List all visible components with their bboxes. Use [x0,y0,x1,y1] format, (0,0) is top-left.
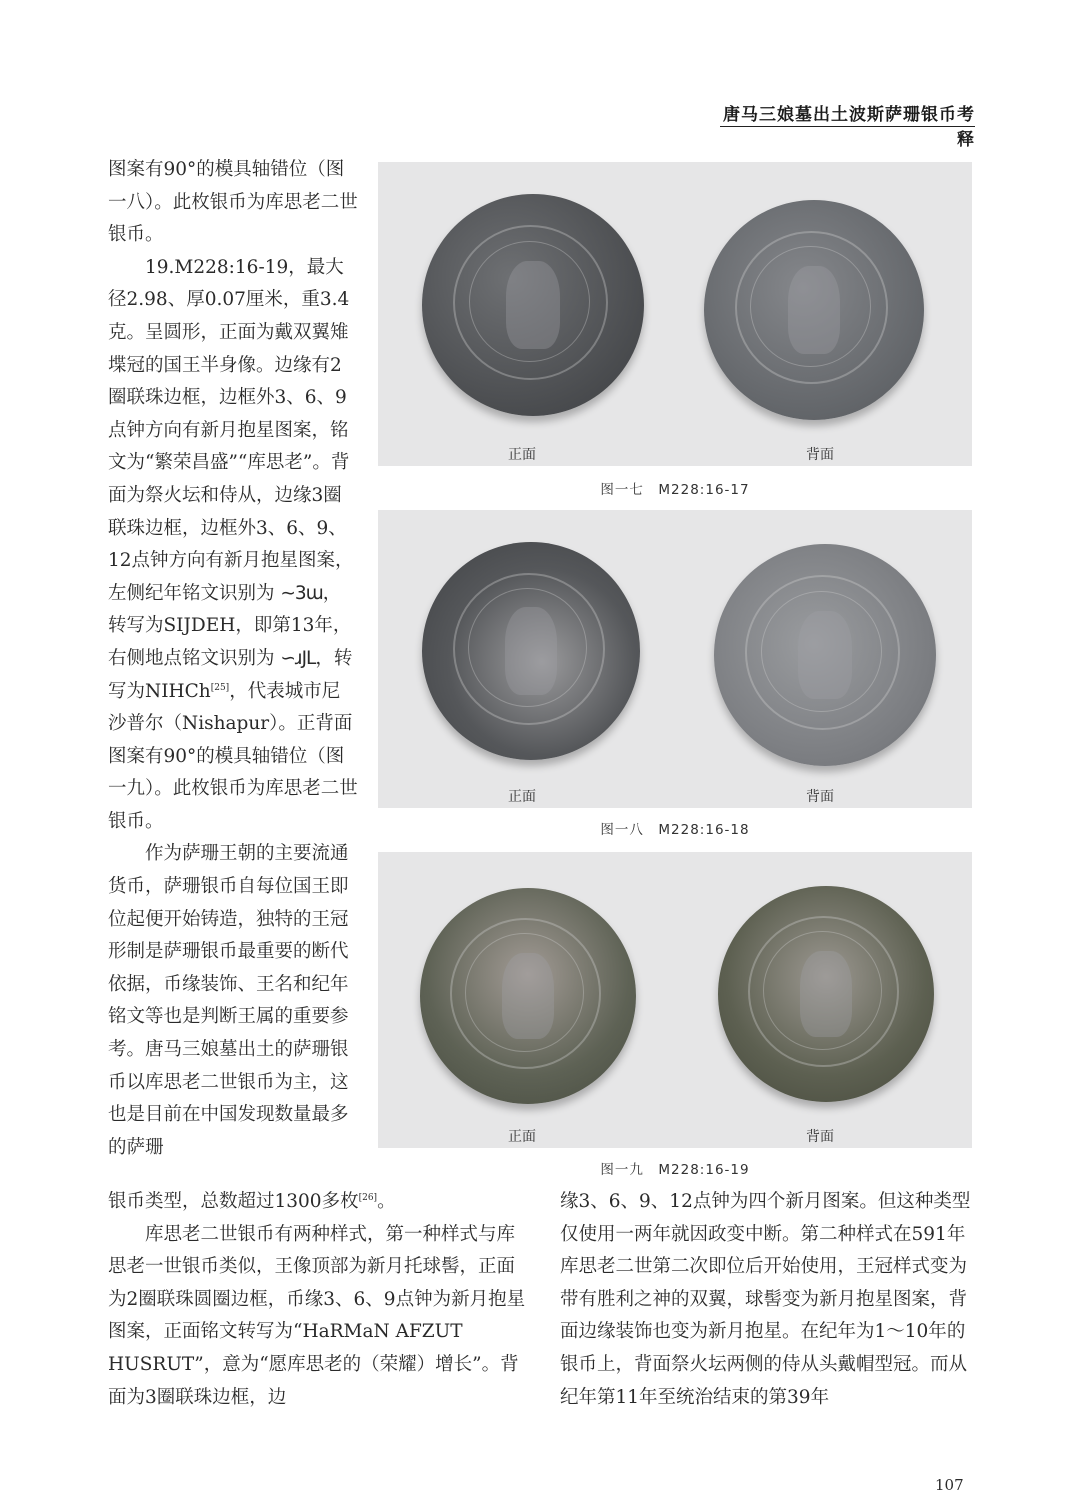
coin-obverse [422,542,640,760]
coin-reverse [704,200,924,420]
obverse-label: 正面 [508,447,536,463]
reverse-label: 背面 [806,447,834,463]
obverse-label: 正面 [508,1129,536,1145]
coin-reverse [718,886,934,1102]
figure-17-caption: 图一七 M228:16-17 [600,482,750,498]
paragraph-3-end-punct: 。 [377,1191,396,1212]
bottom-right-text [560,1186,980,1414]
coin-reverse [714,544,936,766]
paragraph-3-end-text: 银币类型，总数超过1300多枚 [108,1191,359,1212]
pahlavi-inscription-mint: ∽ɹJL [280,647,316,669]
paragraph-3-end [108,1186,528,1219]
paragraph-3: 作为萨珊王朝的主要流通货币，萨珊银币自每位国王即位起便开始铸造，独特的王冠形制是萨珊银币最重要的断代依据，币缘装饰、王名和纪年铭文等也是判断王属的重要参考。唐马三娘墓出土的萨珊银币以库思老二世银币为主，这也是目前在中国发现数量最多的萨珊 [108,843,349,1158]
reverse-label: 背面 [806,1129,834,1145]
paragraph-2 [108,252,358,839]
reference-25: [25] [210,682,230,693]
paragraph-4-continued: 缘3、6、9、12点钟为四个新月图案。但这种类型仅使用一两年就因政变中断。第二种样式在591年库思老二世第二次即位后开始使用，王冠样式变为带有胜利之神的双翼，球髻变为新月抱星图案，背面边缘装饰也变为新月抱星。在纪年为1～10年的银币上，背面祭火坛两侧的侍从头戴帽型冠。而从纪年第11年至统治结束的第39年 [560,1191,971,1408]
obverse-label: 正面 [508,789,536,805]
bottom-left-text [108,1186,528,1414]
coin-obverse [420,888,636,1104]
paragraph-2-part-a: 19.M228:16-19，最大径2.98、厚0.07厘米，重3.4克。呈圆形，正面为戴双翼雉堞冠的国王半身像。边缘有2圈联珠边框，边框外3、6、9点钟方向有新月抱星图案，铭文为“繁荣昌盛”“库思老”。背面为祭火坛和侍从，边缘3圈联珠边框，边框外3、6、9、12点钟方向有新月抱星图案，左侧纪年铭文识别为 [108,256,354,604]
paragraph-4: 库思老二世银币有两种样式，第一种样式与库思老一世银币类似，王像顶部为新月托球髻，正面为2圈联珠圆圈边框，币缘3、6、9点钟为新月抱星图案，正面铭文转写为“HaRMaN AFZUT HUSRUT”，意为“愿库思老的（荣耀）增长”。背面为3圈联珠边框，边 [108,1223,526,1408]
page-number: 107 [935,1476,964,1494]
figure-17-photo [378,162,972,466]
coin-obverse [422,194,644,416]
left-text-column [108,154,358,1164]
paragraph-1: 图案有90°的模具轴错位（图一八）。此枚银币为库思老二世银币。 [108,159,358,246]
figure-18-photo [378,510,972,808]
header-rule [720,126,975,127]
reverse-label: 背面 [806,789,834,805]
pahlavi-inscription-year: ∼3ɯ [280,582,323,604]
figure-19-photo [378,852,972,1148]
paragraph-2-part-c: ，转写为NIHCh [108,647,353,702]
figure-19-caption: 图一九 M228:16-19 [600,1162,750,1178]
paragraph-2-part-b: ，转写为SIJDEH，即第13年，右侧地点铭文识别为 [108,582,352,669]
paragraph-2-part-d: ，代表城市尼沙普尔（Nishapur）。正背面图案有90°的模具轴错位（图一九）。此枚银币为库思老二世银币。 [108,680,358,832]
figure-18-caption: 图一八 M228:16-18 [600,822,750,838]
reference-26: [26] [358,1192,378,1203]
running-header: 唐马三娘墓出土波斯萨珊银币考释 [723,105,975,150]
